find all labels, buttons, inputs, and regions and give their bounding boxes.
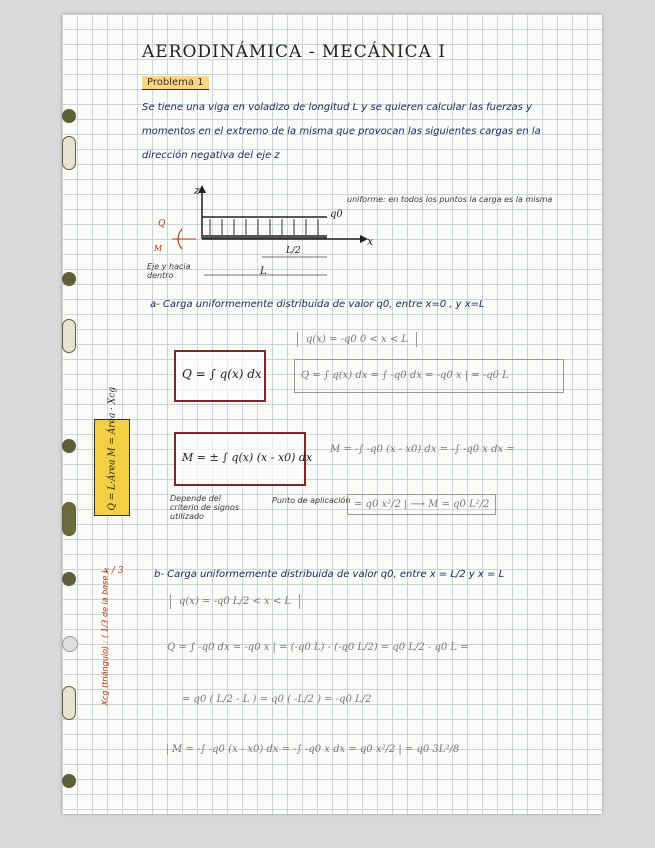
section-b-label: b- Carga uniformemente distribuida de valor q0, entre x = L/2 y x = L (154, 569, 505, 580)
statement-line: momentos en el extremo de la misma que provocan las siguientes cargas en la (142, 126, 541, 137)
statement-line: Se tiene una viga en voladizo de longitud L y se quieren calcular las fuerzas y (142, 102, 532, 113)
section-b-Q-calculation: Q = ∫ -q0 dx = -q0 x | = (-q0 L) - (-q0 L/2) = q0 L/2 - q0 L = (167, 642, 469, 653)
axis-x-label: x (367, 235, 374, 248)
load-q0-label: q0 (330, 209, 343, 220)
M-result: = q0 x²/2 | ⟶ M = q0 L²/2 (347, 494, 496, 515)
moment-M-label: M (154, 244, 163, 253)
section-a-condition: q(x) = -q0 0 < x < L (297, 332, 417, 347)
M-definition: M = ± ∫ q(x) (x - x0) dx (182, 451, 313, 464)
problem-label: Problema 1 (142, 76, 209, 90)
Q-calculation: Q = ∫ q(x) dx = ∫ -q0 dx = -q0 x | = -q0 L (301, 370, 509, 381)
axis-y-note: Eje y hacia dentro (147, 262, 191, 280)
section-a-label: a- Carga uniformemente distribuida de valor q0, entre x=0 , y x=L (150, 299, 485, 310)
binder-hole (62, 439, 76, 453)
binder-hole (62, 272, 76, 286)
binder-slot (62, 686, 76, 720)
section-b-M-calculation: M = -∫ -q0 (x - x0) dx = -∫ -q0 x dx = q0 x²/2 | = q0 3L²/8 (167, 744, 459, 755)
M-definition-box (174, 432, 313, 486)
length-L-label: L (260, 266, 267, 277)
statement-line: dirección negativa del eje z (142, 150, 280, 161)
M-calculation: M = -∫ -q0 (x - x0) dx = -∫ -q0 x dx = (330, 444, 515, 455)
binder-hole (62, 774, 76, 788)
uniform-note: uniforme: en todos los puntos la carga es la misma (347, 195, 553, 204)
binder-holes (50, 14, 70, 814)
notebook-page (62, 14, 602, 814)
side-yellow-text: Q = L·Área M = Área · Xcg (107, 386, 118, 511)
Q-result-box (294, 359, 564, 393)
side-yellow-note (94, 386, 130, 516)
centroid-side-note: Xcg (triángulo) : ( 1/3 de la base ) (100, 570, 110, 706)
binder-hole (62, 109, 76, 123)
side-fraction: x / 3 (104, 566, 124, 576)
binder-slot (62, 136, 76, 170)
binder-slot (62, 319, 76, 353)
page-title: AERODINÁMICA - MECÁNICA I (142, 42, 446, 62)
sign-criterion-note: Depende del criterio de signos utilizado (170, 494, 240, 521)
Q-definition: Q = ∫ q(x) dx (182, 367, 262, 381)
axis-z-label: z (194, 184, 200, 197)
section-b-Q-simplified: = q0 ( L/2 - L ) = q0 ( -L/2 ) = -q0 L/2 (182, 694, 372, 705)
force-Q-label: Q (158, 219, 166, 229)
binder-hole (62, 636, 78, 652)
binder-hole (62, 572, 76, 586)
application-point-note: Punto de aplicación (272, 496, 351, 505)
half-length-label: L/2 (286, 246, 301, 256)
binder-slot (62, 502, 76, 536)
section-b-condition: q(x) = -q0 L/2 < x < L (170, 594, 300, 609)
Q-definition-box (174, 350, 266, 402)
